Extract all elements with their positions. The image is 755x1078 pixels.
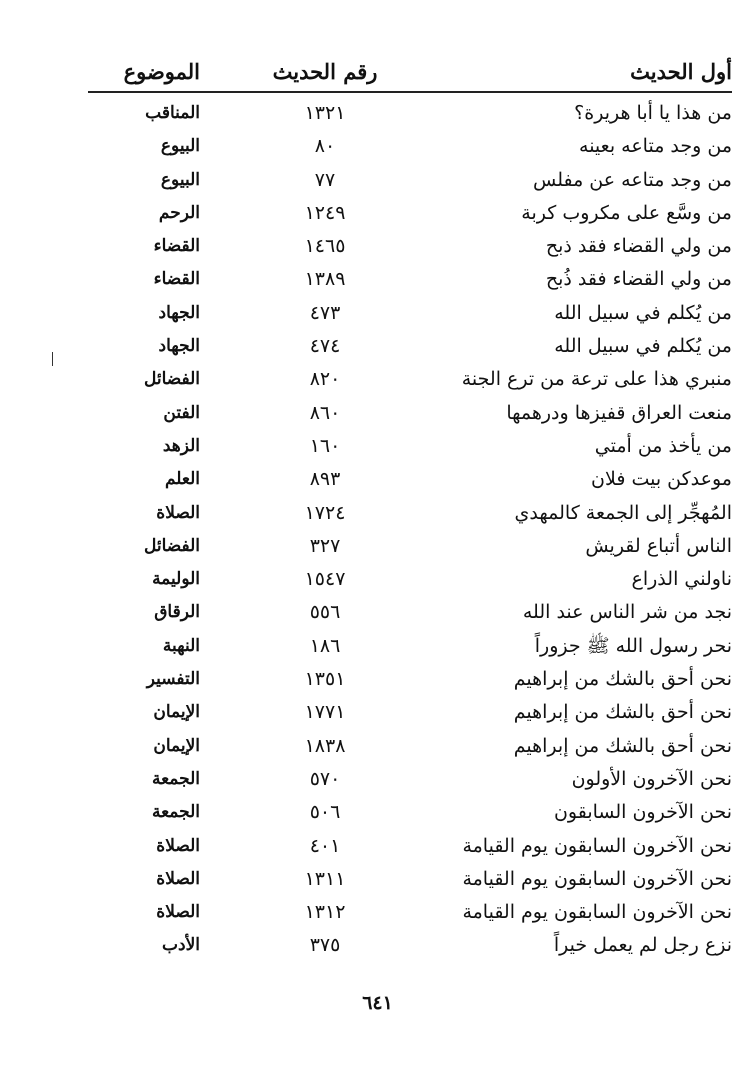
hadith-first-words: المُهجِّر إلى الجمعة كالمهدي (514, 501, 732, 524)
hadith-first-words: ناولني الذراع (631, 568, 732, 591)
hadith-topic: الفضائل (143, 369, 200, 390)
hadith-first-words: نحن الآخرون السابقون يوم القيامة (462, 901, 732, 924)
hadith-topic: الوليمة (152, 569, 200, 590)
hadith-number: ١٨٦ (309, 634, 341, 657)
hadith-number: ٨٦٠ (309, 401, 341, 424)
hadith-number: ٤٧٣ (309, 301, 341, 324)
hadith-number: ١٣٥١ (304, 668, 346, 691)
hadith-topic: الأدب (162, 935, 200, 956)
hadith-first-words: نزع رجل لم يعمل خيراً (553, 934, 732, 957)
hadith-topic: القضاء (153, 236, 200, 257)
hadith-number: ٥٧٠ (309, 767, 341, 790)
hadith-first-words: نحن الآخرون السابقون يوم القيامة (462, 834, 732, 857)
hadith-first-words: منبري هذا على ترعة من ترع الجنة (461, 368, 732, 391)
hadith-topic: المناقب (145, 103, 200, 123)
table-row (0, 663, 755, 696)
table-row (0, 630, 755, 663)
table-row (0, 497, 755, 530)
table-row (0, 763, 755, 796)
table-row (0, 863, 755, 896)
hadith-topic: الجمعة (151, 768, 200, 789)
hadith-first-words: نحر رسول الله ﷺ جزوراً (534, 634, 732, 657)
hadith-topic: الجهاد (158, 302, 200, 323)
hadith-number: ٥٠٦ (309, 801, 341, 824)
hadith-topic: الصلاة (156, 835, 200, 856)
table-row (0, 230, 755, 263)
hadith-number: ٣٢٧ (309, 534, 341, 557)
index-table-body (0, 97, 755, 963)
hadith-first-words: نحن أحق بالشك من إبراهيم (513, 701, 732, 724)
hadith-topic: الجهاد (158, 336, 200, 357)
table-row (0, 430, 755, 463)
table-row (0, 197, 755, 230)
hadith-number: ٨٩٣ (309, 468, 341, 491)
hadith-first-words: من يُكلم في سبيل الله (554, 301, 732, 324)
table-row (0, 730, 755, 763)
header-divider (88, 91, 732, 93)
table-row (0, 263, 755, 296)
table-row (0, 530, 755, 563)
header-hadith-number: رقم الحديث (272, 59, 378, 84)
table-row (0, 363, 755, 396)
hadith-first-words: من ولي القضاء فقد ذُبح (545, 268, 732, 291)
hadith-first-words: الناس أتباع لقريش (585, 534, 732, 557)
hadith-first-words: من وسَّع على مكروب كربة (521, 201, 732, 224)
hadith-number: ١٢٤٩ (304, 201, 346, 224)
hadith-number: ١٧٧١ (304, 701, 346, 724)
hadith-topic: البيوع (160, 136, 200, 157)
table-row (0, 796, 755, 829)
hadith-number: ١٥٤٧ (304, 568, 346, 591)
hadith-number: ١٧٢٤ (304, 501, 346, 524)
hadith-first-words: نحن أحق بالشك من إبراهيم (513, 668, 732, 691)
hadith-number: ١٨٣٨ (304, 734, 346, 757)
hadith-number: ٤٠١ (309, 834, 341, 857)
hadith-number: ٨٠ (314, 135, 336, 158)
table-row (0, 297, 755, 330)
hadith-first-words: من يأخذ من أمتي (594, 434, 732, 457)
page-number: ٦٤١ (362, 992, 393, 1014)
hadith-topic: الإيمان (153, 702, 200, 723)
table-row (0, 929, 755, 962)
table-row (0, 896, 755, 929)
hadith-topic: النهبة (162, 635, 200, 656)
hadith-number: ٥٥٦ (309, 601, 341, 624)
hadith-first-words: من ولي القضاء فقد ذبح (545, 235, 732, 258)
hadith-first-words: نحن الآخرون الأولون (571, 767, 732, 790)
hadith-topic: الرحم (158, 202, 200, 223)
table-row (0, 164, 755, 197)
table-row (0, 463, 755, 496)
table-row (0, 830, 755, 863)
hadith-topic: الصلاة (156, 868, 200, 889)
hadith-topic: القضاء (153, 269, 200, 290)
hadith-first-words: نحن الآخرون السابقون (553, 801, 732, 824)
table-row (0, 696, 755, 729)
hadith-topic: الجمعة (151, 802, 200, 823)
hadith-number: ٤٧٤ (309, 335, 341, 358)
hadith-number: ١٦٠ (309, 434, 341, 457)
table-row (0, 596, 755, 629)
hadith-topic: الزهد (162, 435, 200, 456)
hadith-number: ٣٧٥ (309, 934, 341, 957)
hadith-first-words: من وجد متاعه بعينه (579, 135, 732, 158)
table-row (0, 130, 755, 163)
header-topic: الموضوع (123, 59, 200, 84)
table-header (0, 56, 755, 88)
hadith-number: ٧٧ (314, 168, 336, 191)
hadith-topic: الرقاق (154, 602, 200, 623)
hadith-number: ١٣١١ (304, 867, 346, 890)
hadith-number: ١٣٢١ (304, 102, 346, 124)
hadith-topic: الصلاة (156, 502, 200, 523)
hadith-first-words: نحن أحق بالشك من إبراهيم (513, 734, 732, 757)
hadith-number: ١٣١٢ (304, 901, 346, 924)
hadith-first-words: نحن الآخرون السابقون يوم القيامة (462, 867, 732, 890)
table-row (0, 97, 755, 130)
hadith-first-words: نجد من شر الناس عند الله (522, 601, 732, 624)
table-row (0, 330, 755, 363)
hadith-topic: الصلاة (156, 902, 200, 923)
table-row (0, 563, 755, 596)
hadith-topic: التفسير (146, 669, 200, 690)
hadith-first-words: من يُكلم في سبيل الله (554, 335, 732, 358)
hadith-first-words: منعت العراق قفيزها ودرهمها (506, 401, 732, 424)
hadith-topic: العلم (164, 469, 200, 490)
table-row (0, 397, 755, 430)
hadith-topic: الإيمان (153, 735, 200, 756)
hadith-topic: البيوع (160, 169, 200, 190)
hadith-first-words: من وجد متاعه عن مفلس (532, 168, 732, 191)
header-first-words: أول الحديث (630, 59, 732, 84)
hadith-topic: الفتن (163, 402, 200, 423)
hadith-number: ١٤٦٥ (304, 235, 346, 258)
hadith-number: ١٣٨٩ (304, 268, 346, 291)
hadith-first-words: موعدكن بيت فلان (591, 468, 732, 491)
hadith-topic: الفضائل (143, 535, 200, 556)
hadith-number: ٨٢٠ (309, 368, 341, 391)
hadith-first-words: من هذا يا أبا هريرة؟ (574, 102, 732, 124)
